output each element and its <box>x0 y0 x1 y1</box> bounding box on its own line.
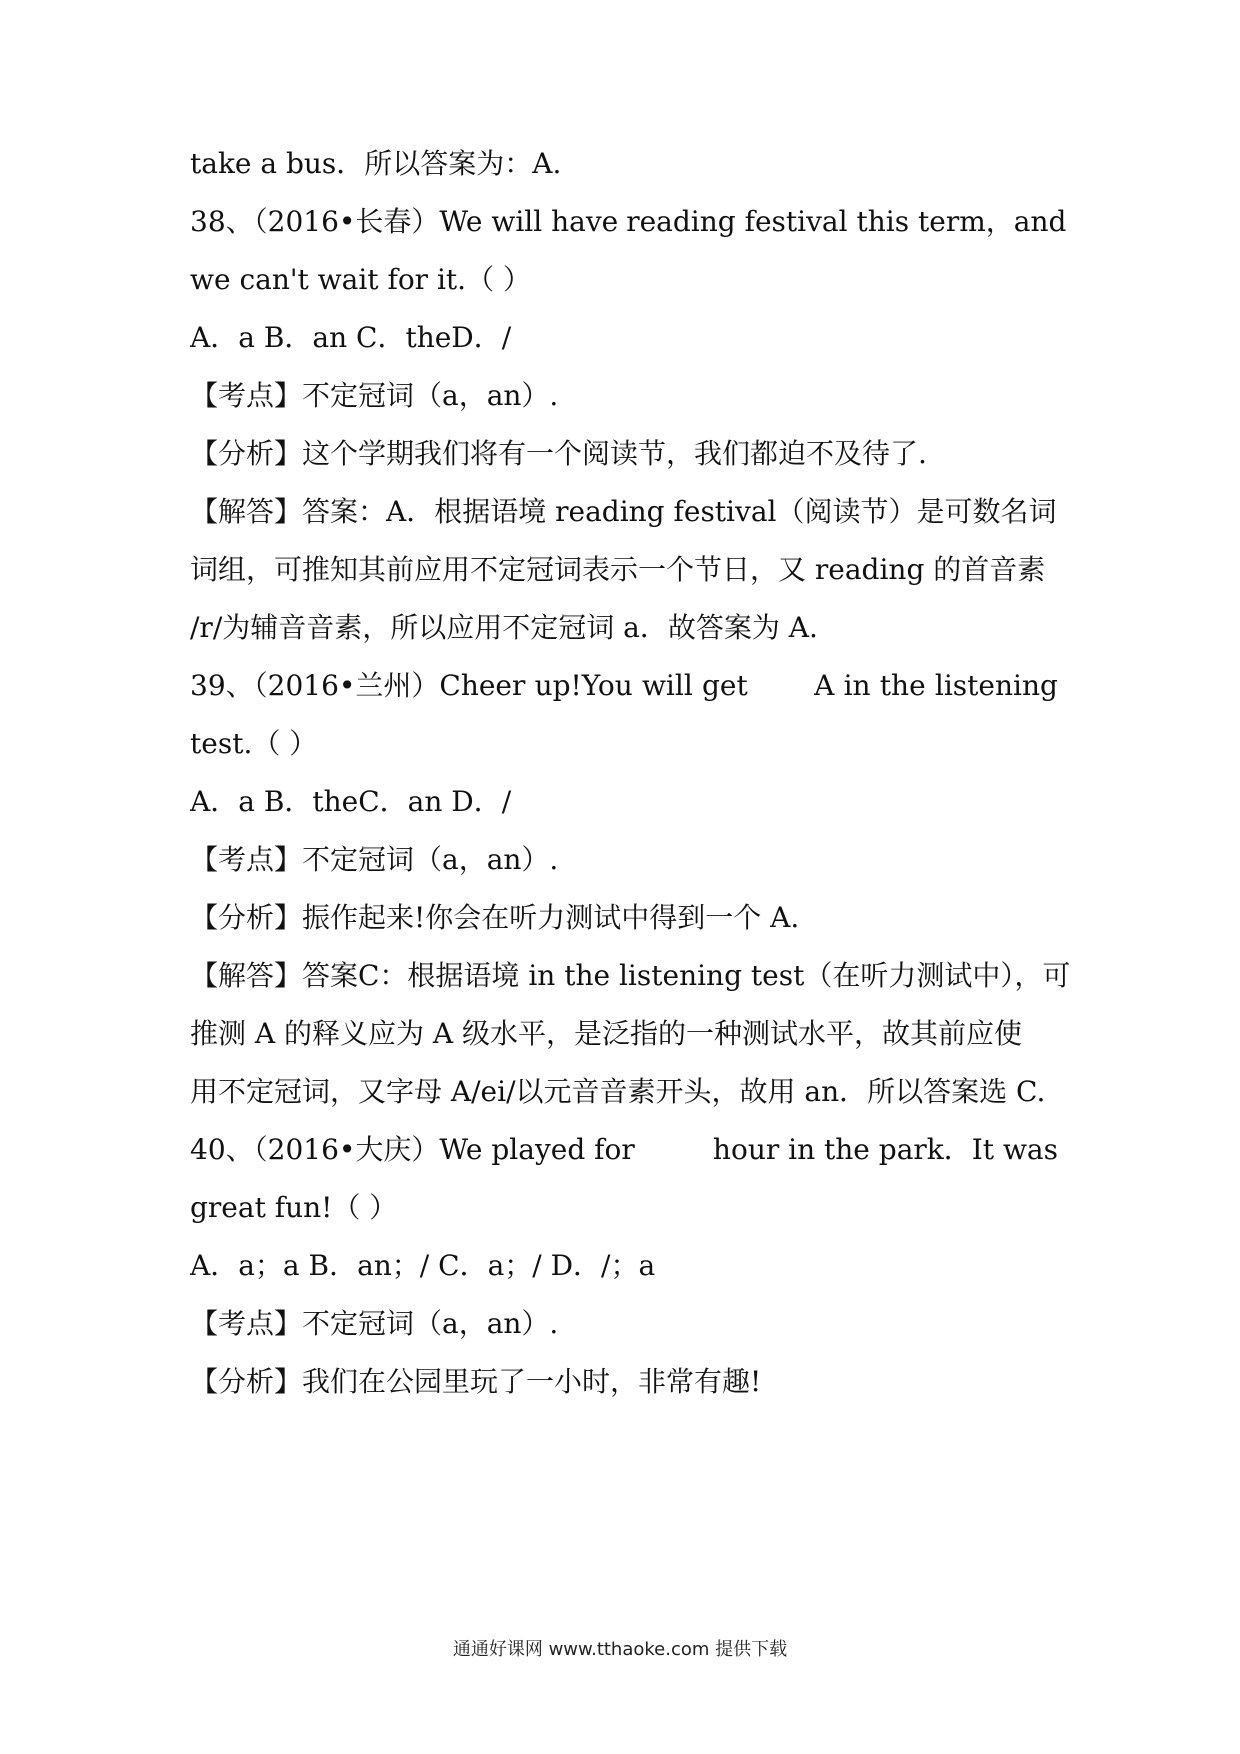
stem-word: will <box>641 669 693 702</box>
question-39-stem <box>190 666 1058 706</box>
question-40-suffix: hour in the park．It was <box>712 1133 1058 1166</box>
question-40-analysis: 【分析】我们在公园里玩了一小时，非常有趣! <box>190 1365 762 1398</box>
question-38-options: A．a B．an C．theD．/ <box>190 321 512 354</box>
question-38-prefix: 38、（2016•长春）We will have <box>190 205 619 238</box>
question-38-answer-line1: 【解答】答案：A．根据语境 reading festival（阅读节）是可数名词 <box>190 495 1057 528</box>
stem-word: up!You <box>534 669 633 702</box>
page-footer: 通通好课网 www.tthaoke.com 提供下载 <box>452 1639 788 1660</box>
stem-word: A <box>814 669 835 702</box>
stem-word: in <box>843 669 871 702</box>
question-39-stem-line2: test.（ ） <box>190 727 318 760</box>
question-39-analysis: 【分析】振作起来!你会在听力测试中得到一个 A. <box>190 901 800 934</box>
question-40-prefix: 40、（2016•大庆）We played for <box>190 1133 635 1166</box>
question-38-kaodian: 【考点】不定冠词（a，an）. <box>190 379 559 412</box>
stem-word: get <box>702 669 748 702</box>
question-39-answer-line2: 推测 A 的释义应为 A 级水平，是泛指的一种测试水平，故其前应使 <box>190 1017 1023 1050</box>
question-38-stem <box>190 202 1067 242</box>
question-39-answer-line1: 【解答】答案C：根据语境 in the listening test（在听力测试中），可 <box>190 959 1071 992</box>
question-39-kaodian: 【考点】不定冠词（a，an）. <box>190 843 559 876</box>
stem-word: 39、（2016•兰州）Cheer <box>190 669 526 702</box>
question-38-suffix: reading festival this term，and <box>626 205 1067 238</box>
question-38-stem-line2: we can't wait for it.（ ） <box>190 263 531 296</box>
question-38-answer-line2: 词组，可推知其前应用不定冠词表示一个节日，又 reading 的首音素 <box>190 553 1046 586</box>
question-40-kaodian: 【考点】不定冠词（a，an）. <box>190 1307 559 1340</box>
question-40-stem <box>190 1130 1058 1170</box>
question-38-answer-line3: /r/为辅音音素，所以应用不定冠词 a．故答案为 A. <box>190 611 818 644</box>
text-line: take a bus．所以答案为：A. <box>190 147 562 180</box>
stem-word: the <box>879 669 926 702</box>
question-40-options: A．a；a B．an；/ C．a；/ D．/；a <box>190 1249 656 1282</box>
answer-blank <box>635 1130 713 1170</box>
question-39-options: A．a B．theC．an D．/ <box>190 785 512 818</box>
question-39-answer-line3: 用不定冠词，又字母 A/ei/以元音音素开头，故用 an．所以答案选 C. <box>190 1075 1046 1108</box>
question-38-analysis: 【分析】这个学期我们将有一个阅读节，我们都迫不及待了. <box>190 437 927 470</box>
stem-word: listening <box>934 669 1058 702</box>
answer-blank <box>757 666 805 706</box>
question-40-stem-line2: great fun!（ ） <box>190 1191 398 1224</box>
